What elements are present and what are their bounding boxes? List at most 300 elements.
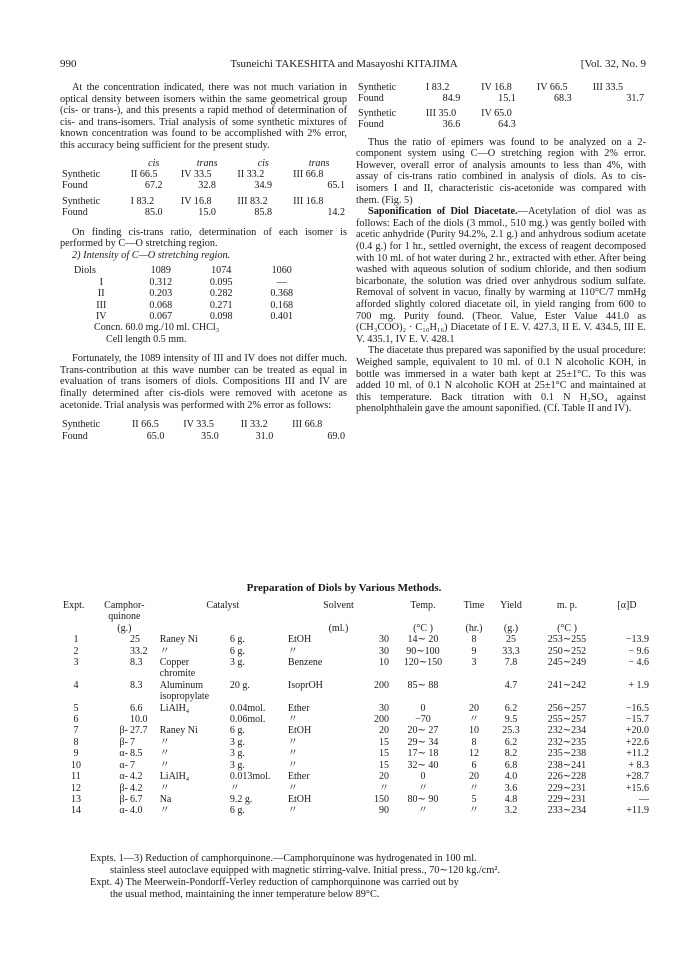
table-row — [62, 760, 650, 771]
table-row — [62, 657, 650, 668]
table-row — [60, 207, 347, 218]
table-cell: II 33.2 — [237, 168, 265, 180]
table-cell: α- — [119, 805, 128, 817]
table-cell: 32.8 — [198, 180, 216, 192]
table-cell: Synthetic — [62, 168, 101, 180]
table-header-cell: cis — [257, 157, 269, 169]
table-cell: 4.2 — [129, 782, 143, 794]
table-cell: 64.3 — [498, 119, 516, 131]
table-cell: +11.2 — [626, 748, 649, 760]
table-cell: 〃 — [469, 782, 479, 794]
table-cell: 25 — [129, 634, 140, 646]
table-cell: 〃 — [418, 782, 428, 794]
left-paragraph-2: On finding cis-trans ratio, determination of each isomer is performed by C—O stretching region. — [60, 226, 347, 250]
table-cell: 32∼ 40 — [407, 759, 439, 771]
table-header-cell: (g.) — [503, 622, 519, 634]
table-cell: 7 — [73, 725, 79, 737]
table-cell: 0.203 — [149, 288, 173, 300]
table-cell: Ether — [287, 702, 310, 714]
table-cell: Synthetic — [62, 419, 101, 431]
table-cell — [287, 668, 358, 679]
table-cell: Na — [159, 793, 172, 805]
table-cell: 20 — [379, 771, 389, 783]
table-row — [60, 169, 347, 180]
table-cell: 7 — [129, 759, 135, 771]
table-cell: 20∼ 27 — [407, 725, 439, 737]
table-cell: 0.013mol. — [229, 771, 271, 783]
table-cell: 8 — [471, 736, 477, 748]
footnote-line: Expts. 1—3) Reduction of camphorquinone.—Camphorquinone was hydrogenated in 100 ml. — [90, 853, 477, 864]
table-cell: 0.098 — [209, 311, 233, 322]
table-cell: −15.7 — [625, 714, 649, 726]
right-paragraph-3: The diacetate thus prepared was saponified by the usual procedure: Weighed sample, equivalent to 10 ml. of 0.1 N alcoholic KOH, in bottle was immersed in a water bath kept at 25±1°C. To this was added 10 ml. of 0.1 N alcoholic KOH at 25±1°C and maintained at this temperature. Back titration with 0.1 N H₂SO₄ against phenolphthalein gave the amount saponified. (Cf. Table II and IV). — [356, 345, 646, 415]
table-cell: 90∼100 — [406, 645, 440, 657]
table-cell: +11.9 — [626, 805, 649, 817]
table-row — [60, 196, 347, 207]
table-cell: III 33.5 — [592, 82, 624, 93]
table-header-cell: Diols — [74, 265, 96, 277]
trial-analysis-table-1 — [60, 158, 347, 219]
table-cell — [358, 668, 391, 679]
table-cell: 4 — [73, 679, 79, 691]
intensity-table — [72, 265, 312, 345]
right-column — [356, 82, 646, 415]
table-header-cell: Expt. — [63, 600, 85, 611]
table-cell: 31.0 — [255, 430, 274, 442]
table-cell — [390, 668, 456, 679]
table-cell: 〃 — [159, 759, 170, 771]
table-cell: 3 g. — [229, 736, 245, 748]
left-paragraph-1: At the concentration indicated, there was not much variation in optical density between isomers within the same geometrical group (cis- or trans-), and this presents a rapid method of determination of cis- and trans-isomers. Trial analysis of some synthetic mixtures of known concentration was found to be accomplished with 2% error, this accuracy being sufficient for the present study. — [60, 82, 347, 151]
table-cell: 33.2 — [129, 645, 148, 657]
table-cell: 6.2 — [504, 702, 518, 714]
table-cell — [90, 646, 129, 657]
table-header-cell: [α]D — [617, 600, 637, 611]
table-caption: Preparation of Diols by Various Methods. — [246, 582, 442, 594]
saponification-text: —Acetylation of diol was as follows: Each of the diols (3 mmol., 510 mg.) was gently boiled with acetic anhydride (Purity 94.2%, 2.1 g.) and anhydrous sodium acetate (0.4 g.) for 1 hr., settled overnight, the excess of reagent decomposed with 10 ml. of hot water during 2 hr., extracted with ether. After being washed with aqueous solution of sodium chloride, and then sodium bicarbonate, the solution was dried over anhydrous sodium sulfate. Removal of solvent in vacuo, finally by warming at 110°C/7 mmHg afforded slightly colored diacetate oil, in yield ranging from 600 to 700 mg. Purity found. (Theor. Value, Ester Value 441.0 as (CH₃COO)₂ · C₁₀H₁₆) Diacetate of I E. V. 427.3, II E. V. 434.5, III E. V. 435.1, IV E. V. 428.1 — [356, 206, 646, 345]
table-cell: 8.2 — [504, 748, 518, 760]
table-cell: 〃 — [159, 782, 170, 794]
table-cell: β- — [119, 782, 128, 794]
table-cell: 80∼ 90 — [407, 793, 439, 805]
table-cell: α- — [119, 771, 128, 783]
table-cell: 85.0 — [144, 207, 163, 219]
table-row — [356, 119, 646, 130]
table-header-cell: (°C ) — [413, 622, 433, 634]
table-cell: 31.7 — [626, 93, 644, 105]
table-cell: 9 — [73, 748, 79, 760]
table-cell — [492, 668, 530, 679]
page-number: 990 — [60, 58, 77, 70]
table-cell: 3 g. — [229, 657, 245, 669]
table-cell: 84.9 — [442, 93, 461, 105]
table-cell: 36.6 — [442, 119, 461, 131]
table-cell: Ether — [287, 771, 310, 783]
table-cell: 3 — [73, 657, 79, 669]
table-header-cell: trans — [308, 157, 330, 169]
table-cell: Aluminum — [159, 679, 204, 691]
footnote-line: the usual method, maintaining the inner temperature below 89°C. — [110, 889, 380, 900]
saponification-paragraph — [356, 206, 646, 345]
table-cell: 0 — [420, 771, 426, 783]
table-cell: 〃 — [469, 714, 479, 726]
table-cell: 20 — [469, 771, 479, 783]
table-cell — [129, 691, 159, 702]
table-cell: IV — [95, 311, 107, 322]
table-cell: 33.3 — [502, 645, 520, 657]
table-cell — [456, 668, 492, 679]
table-cell — [90, 680, 129, 691]
table-cell: 67.2 — [144, 180, 163, 192]
table-cell: 85∼ 88 — [407, 679, 439, 691]
table-header-cell: Yield — [500, 600, 522, 611]
table-cell: −70 — [415, 714, 431, 726]
table-row — [72, 311, 312, 322]
table-cell: 11 — [71, 771, 81, 783]
table-cell: β- — [119, 793, 128, 805]
table-cell: 〃 — [229, 782, 240, 794]
table-cell: α- — [119, 759, 128, 771]
table-cell: 〃 — [469, 805, 479, 817]
table-cell: 〃 — [379, 782, 389, 794]
table-cell: 2 — [73, 645, 79, 657]
table-cell: Raney Ni — [159, 634, 198, 646]
table-cell: II — [97, 288, 105, 300]
table-cell — [287, 691, 358, 702]
table-cell: α- — [119, 748, 128, 760]
table-cell — [90, 668, 129, 679]
table-cell: 3 g. — [229, 748, 245, 760]
table-cell: 15.1 — [498, 93, 516, 105]
table-row — [60, 180, 347, 191]
table-cell: β- — [119, 736, 128, 748]
table-row — [72, 288, 312, 299]
table-cell — [229, 691, 287, 702]
table-cell: 9.2 g. — [229, 793, 253, 805]
table-cell: − 9.6 — [628, 645, 649, 657]
table-cell: − 4.6 — [628, 657, 649, 669]
table-cell: EtOH — [287, 793, 312, 805]
table-row — [62, 737, 650, 748]
table-cell: 229∼231 — [547, 782, 587, 794]
table-cell: 10 — [71, 759, 81, 771]
table-cell: 17∼ 18 — [407, 748, 439, 760]
table-cell: Found — [358, 93, 384, 105]
table-cell: 15.0 — [198, 207, 216, 219]
table-cell: 6 g. — [229, 805, 245, 817]
table-cell: 5 — [73, 702, 79, 714]
table-header-cell: 1074 — [211, 265, 232, 277]
table-cell: III 66.8 — [292, 419, 323, 431]
table-cell: 4.0 — [129, 805, 143, 817]
table-cell: 6.7 — [129, 793, 143, 805]
table-cell — [456, 680, 492, 691]
table-cell: Synthetic — [62, 195, 101, 207]
saponification-heading: Saponification of Diol Diacetate. — [368, 206, 518, 218]
table-cell: 0.368 — [270, 288, 294, 300]
table-cell: Raney Ni — [159, 725, 198, 737]
table-cell: 245∼249 — [547, 657, 587, 669]
table-cell: 233∼234 — [547, 805, 587, 817]
table-cell: 〃 — [287, 782, 298, 794]
table-row — [62, 714, 650, 725]
table-cell: +28.7 — [625, 771, 649, 783]
table-cell: 0.401 — [270, 311, 294, 322]
table-cell: Found — [62, 180, 88, 192]
table-cell: 4.0 — [504, 771, 518, 783]
table-cell: Found — [62, 207, 88, 219]
table-cell: 6 — [471, 759, 477, 771]
table-header-cell: (°C ) — [557, 622, 577, 634]
table-cell: 〃 — [287, 714, 298, 726]
table-header-cell: Catalyst — [206, 600, 240, 611]
table-cell: IV 33.5 — [183, 419, 214, 431]
table-cell: 0 — [420, 702, 426, 714]
table-cell: IV 65.0 — [481, 107, 512, 119]
table-cell: 65.0 — [146, 430, 165, 442]
table-cell: 0.282 — [209, 288, 233, 300]
table-cell: 253∼255 — [547, 634, 587, 646]
table-cell: 229∼231 — [547, 793, 587, 805]
table-cell — [90, 657, 129, 668]
table-cell: 〃 — [287, 736, 298, 748]
table-cell: Copper — [159, 657, 190, 669]
table-cell: 14.2 — [327, 207, 345, 219]
table-cell: 255∼257 — [547, 714, 587, 726]
table-cell: Synthetic — [358, 82, 397, 93]
table-cell — [530, 668, 604, 679]
table-cell: 120∼150 — [403, 657, 443, 669]
subsection-heading: 2) Intensity of C—O stretching region. — [72, 249, 231, 261]
table-cell: 0.095 — [209, 276, 233, 288]
table-cell: 〃 — [287, 748, 298, 760]
table-cell — [62, 668, 90, 679]
table-cell: 0.271 — [209, 299, 233, 311]
table-cell: 8.3 — [129, 679, 143, 691]
table-header-cell: Solvent — [323, 600, 354, 611]
table-row — [62, 725, 650, 736]
table-row — [356, 108, 646, 119]
table-cell: 0.312 — [149, 276, 173, 288]
table-cell: Found — [62, 430, 88, 442]
table-cell: 6 g. — [229, 725, 245, 737]
table-cell: 30 — [379, 645, 389, 657]
table-cell: 12 — [71, 782, 81, 794]
table-row — [72, 300, 312, 311]
table-cell: 8.3 — [129, 657, 143, 669]
table-cell: — — [276, 276, 287, 288]
table-cell: 10 — [379, 657, 389, 669]
table-cell — [90, 691, 129, 702]
table-header-cell: 1060 — [271, 265, 292, 277]
table-cell: 232∼235 — [547, 736, 587, 748]
running-header-volume: [Vol. 32, No. 9 — [580, 58, 646, 70]
left-paragraph-3: Fortunately, the 1089 intensity of III and IV does not differ much. Trans-contribution at this wave number can be treated as equal in evaluation of trans isomers of diols. Compositions III and IV are finally determined after cis-diols were removed with acetone as acetonide. Trial analysis was performed with 2% error as follows: — [60, 353, 347, 411]
table-header-cell: (ml.) — [328, 622, 349, 634]
table-cell: IV 16.8 — [481, 82, 512, 93]
table-cell: + 8.3 — [628, 759, 649, 771]
trial-analysis-table-3 — [356, 82, 646, 131]
table-cell: 0.06mol. — [229, 714, 266, 726]
table-cell — [530, 691, 604, 702]
table-cell: 9 — [471, 645, 477, 657]
table-cell: 235∼238 — [547, 748, 587, 760]
table-cell: 〃 — [418, 805, 428, 817]
table-footnotes — [90, 853, 650, 901]
table-cell: IV 16.8 — [180, 195, 212, 207]
table-cell: 〃 — [159, 748, 170, 760]
table-header-cell: Temp. — [410, 600, 436, 611]
table-cell: 0.168 — [270, 299, 294, 311]
table-cell: I — [99, 276, 103, 288]
table-row — [62, 794, 650, 805]
table-cell: Synthetic — [358, 107, 397, 119]
table-cell: 7.8 — [504, 657, 518, 669]
table-cell: III 35.0 — [425, 107, 457, 119]
table-row — [62, 668, 650, 679]
preparation-table — [62, 600, 650, 817]
table-cell: IV 33.5 — [180, 168, 212, 180]
table-cell: LiAlH₄ — [159, 771, 190, 783]
table-cell: 〃 — [287, 645, 298, 657]
table-cell — [390, 691, 456, 702]
table-cell: 〃 — [287, 805, 298, 817]
table-cell: + 1.9 — [628, 679, 649, 691]
table-cell: 6 g. — [229, 645, 245, 657]
table-header-cell: Camphor- — [104, 600, 145, 611]
table-cell: 15 — [379, 759, 389, 771]
footnote-line: Expt. 4) The Meerwein-Pondorff-Verley reduction of camphorquinone was carried out by — [90, 877, 459, 888]
table-cell: 226∼228 — [547, 771, 587, 783]
table-cell: 5 — [471, 793, 477, 805]
table-cell: 3 — [471, 657, 477, 669]
table-cell: 9.5 — [504, 714, 518, 726]
table-header-cell: m. p. — [556, 600, 578, 611]
table-cell — [62, 691, 90, 702]
table-cell: 65.1 — [327, 180, 345, 192]
table-cell: 241∼242 — [547, 679, 587, 691]
table-cell: 3.6 — [504, 782, 518, 794]
table-cell: 4.8 — [504, 793, 518, 805]
table-cell: 1 — [73, 634, 79, 646]
table-cell: Benzene — [287, 657, 323, 669]
table-cell: chromite — [159, 668, 196, 680]
table-cell: 4.2 — [129, 771, 143, 783]
table-cell: 250∼252 — [547, 645, 587, 657]
footnote-line: stainless steel autoclave equipped with magnetic stirring-valve. Initial press., 70∼120 kg./cm². — [110, 865, 501, 876]
table-cell: 6.2 — [504, 736, 518, 748]
table-cell: 34.9 — [254, 180, 273, 192]
table-note: Cell length 0.5 mm. — [106, 333, 187, 345]
table-row — [356, 82, 646, 93]
table-cell: +22.6 — [625, 736, 649, 748]
table-cell: 8 — [73, 736, 79, 748]
table-cell: 7 — [129, 736, 135, 748]
table-cell — [492, 691, 530, 702]
table-cell — [358, 691, 391, 702]
table-cell — [229, 668, 287, 679]
table-cell: +15.6 — [625, 782, 649, 794]
table-cell: 12 — [469, 748, 479, 760]
table-cell: 15 — [379, 748, 389, 760]
table-cell: 0.068 — [149, 299, 173, 311]
table-cell: II 66.5 — [130, 168, 158, 180]
table-row — [62, 748, 650, 759]
table-cell: 200 — [374, 679, 389, 691]
table-cell: β- — [119, 725, 128, 737]
table-cell — [90, 703, 129, 714]
table-cell: 25 — [506, 634, 516, 646]
table-row — [62, 783, 650, 794]
table-cell: 27.7 — [129, 725, 148, 737]
table-cell: Found — [358, 119, 384, 131]
table-cell: 〃 — [287, 759, 298, 771]
table-row — [62, 634, 650, 645]
table-cell — [90, 714, 129, 725]
table-cell: −13.9 — [625, 634, 649, 646]
table-cell: 68.3 — [554, 93, 572, 105]
table-cell: +20.0 — [625, 725, 649, 737]
table-cell: isopropylate — [159, 691, 210, 703]
table-cell: III 16.8 — [293, 195, 324, 207]
table-cell: −16.5 — [625, 702, 649, 714]
table-cell: III — [96, 299, 107, 311]
table-cell: 6 — [73, 714, 79, 726]
table-cell: 200 — [374, 714, 389, 726]
table-cell: 8 — [471, 634, 477, 646]
table-cell: 10.0 — [129, 714, 148, 726]
table-cell: 6.8 — [504, 759, 518, 771]
table-cell: 90 — [379, 805, 389, 817]
table-cell — [604, 668, 650, 679]
table-cell — [604, 691, 650, 702]
table-cell: I 83.2 — [425, 82, 450, 93]
table-cell: 14∼ 20 — [407, 634, 439, 646]
table-cell: II 66.5 — [131, 419, 159, 431]
table-header-cell: quinone — [108, 611, 141, 623]
table-cell: 6.6 — [129, 702, 143, 714]
table-cell: 10 — [469, 725, 479, 737]
table-row — [62, 771, 650, 782]
table-cell: II 33.2 — [240, 419, 268, 431]
table-cell: IsoprOH — [287, 679, 323, 691]
table-cell: 3 g. — [229, 759, 245, 771]
table-cell: LiAlH₄ — [159, 702, 190, 714]
table-row — [62, 691, 650, 702]
table-row — [60, 431, 347, 442]
table-cell: I 83.2 — [130, 195, 155, 207]
right-paragraph-1: Thus the ratio of epimers was found to be analyzed on a 2-component system using C—O stretching region with 2% error. However, overall error of analysis amounts to less than 4%, with assay of cis-trans ratio combined in analysis of diols. As to cis-isomers I and II, characteristic cis-acetonide was compared with them. (Fig. 5) — [356, 136, 646, 206]
table-cell: 29∼ 34 — [407, 736, 439, 748]
table-cell: — — [639, 793, 649, 805]
table-cell: 85.8 — [254, 207, 273, 219]
table-header-cell: cis — [148, 157, 160, 169]
table-row — [62, 703, 650, 714]
table-cell: 6 g. — [229, 634, 245, 646]
table-row — [356, 93, 646, 104]
table-cell: 30 — [379, 702, 389, 714]
table-header-cell: Time — [463, 600, 485, 611]
table-row — [62, 805, 650, 816]
table-row — [62, 680, 650, 691]
table-cell: 20 — [469, 702, 479, 714]
table-cell: 15 — [379, 736, 389, 748]
table-cell: 238∼241 — [547, 759, 587, 771]
table-cell — [90, 634, 129, 645]
table-cell: EtOH — [287, 725, 312, 737]
table-cell: 13 — [71, 793, 81, 805]
table-cell: III 66.8 — [293, 168, 324, 180]
